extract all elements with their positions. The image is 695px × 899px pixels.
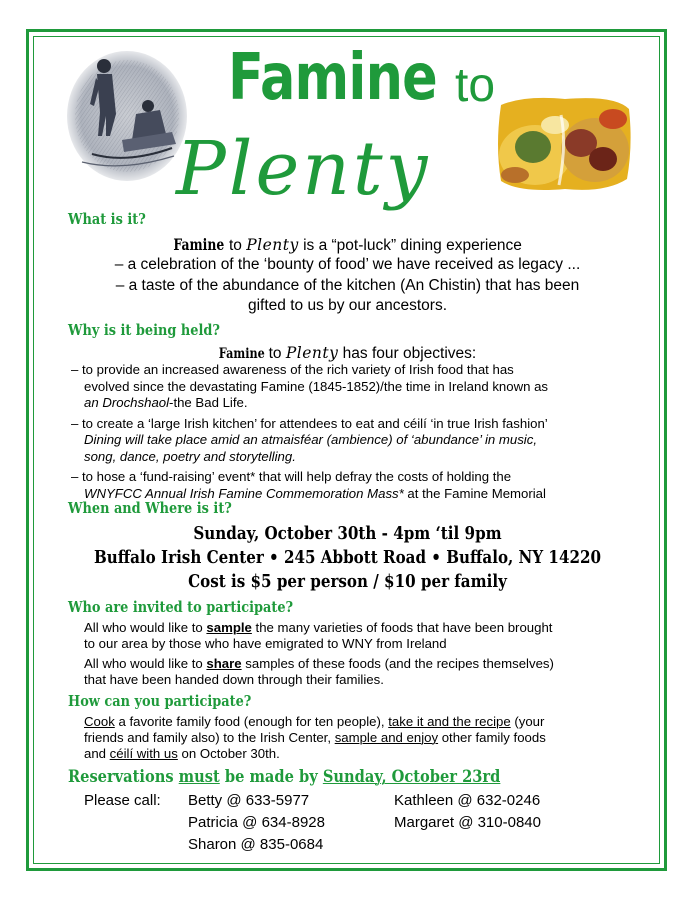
inline-plenty: Plenty xyxy=(285,344,339,362)
ceili-text: céilí with us xyxy=(109,746,178,761)
contact-patricia: Patricia @ 634-8928 xyxy=(188,814,325,831)
cook-link-text: Cook xyxy=(84,714,115,729)
contacts-col-2 xyxy=(394,790,541,834)
who-para-2-line-2: that have been handed down through their families. xyxy=(84,672,384,687)
inline-to: to xyxy=(268,345,282,362)
who-para-1-line-2: to our area by those who have emigrated to WNY from Ireland xyxy=(84,636,447,651)
title-plenty: Plenty xyxy=(176,126,431,212)
how-line-1 xyxy=(84,714,654,730)
who-p1-post: the many varieties of foods that have been brought xyxy=(251,620,553,635)
why-bullet-1-line-3-rest: -the Bad Life. xyxy=(169,395,248,410)
inline-famine: Famine xyxy=(218,346,265,362)
why-bullet-1-line-2: evolved since the devastating Famine (1845-1852)/the time in Ireland known as xyxy=(84,378,549,394)
why-intro-text: has four objectives: xyxy=(342,345,477,362)
please-call-label: Please call: xyxy=(84,792,161,809)
how-body xyxy=(84,714,654,762)
contact-margaret: Margaret @ 310-0840 xyxy=(394,814,541,831)
why-bullet-3-line-2-rest: at the Famine Memorial xyxy=(403,485,546,501)
how-l3-post: on October 30th. xyxy=(177,746,280,761)
who-p2-pre: All who would like to xyxy=(84,656,207,671)
sample-emphasis: sample xyxy=(206,620,252,635)
inline-famine: Famine xyxy=(173,235,225,254)
who-p2-post: samples of these foods (and the recipes themselves) xyxy=(241,656,554,671)
why-bullet-3-line-1: – to hose a ‘fund-raising’ event* that will help defray the costs of holding the xyxy=(71,469,512,484)
event-venue: Buffalo Irish Center • 245 Abbott Road • Buffalo, NY 14220 xyxy=(93,547,602,568)
heading-when: When and Where is it? xyxy=(68,499,232,517)
what-line-4: gifted to us by our ancestors. xyxy=(247,297,448,314)
how-l2-post: other family foods xyxy=(438,730,546,745)
why-bullets xyxy=(71,362,651,502)
who-body xyxy=(84,620,654,688)
drochshaol-term: an Drochshaol xyxy=(84,395,170,410)
what-line-1-text: is a “pot-luck” dining experience xyxy=(303,237,522,254)
how-line-2 xyxy=(84,730,654,746)
heading-who: Who are invited to participate? xyxy=(68,598,294,616)
contact-sharon: Sharon @ 835-0684 xyxy=(188,836,324,853)
reservations-deadline: Sunday, October 23rd xyxy=(322,767,501,787)
what-line-2: – a celebration of the ‘bounty of food’ we have received as legacy ... xyxy=(114,256,581,273)
heading-what: What is it? xyxy=(68,210,146,228)
contacts-col-1 xyxy=(188,790,325,856)
heading-how: How can you participate? xyxy=(68,692,252,710)
how-l1-mid: a favorite family food (enough for ten people), xyxy=(114,714,389,729)
title-famine: Famine xyxy=(228,41,437,115)
reservations-mid: be made by xyxy=(219,767,323,787)
who-p1-pre: All who would like to xyxy=(84,620,207,635)
famine-engraving-image xyxy=(62,44,192,184)
mass-name: WNYFCC Annual Irish Famine Commemoration Mass* xyxy=(84,485,404,501)
why-bullet-2-line-1: – to create a ‘large Irish kitchen’ for attendees to eat and céilí ‘in true Irish fashion’ xyxy=(71,415,548,431)
take-recipe-text: take it and the recipe xyxy=(388,714,511,729)
what-line-3: – a taste of the abundance of the kitchen (An Chistin) that has been xyxy=(115,277,580,294)
reservations-heading xyxy=(68,767,500,787)
why-bullet-1-line-3 xyxy=(71,395,651,412)
why-bullet-2-line-2: Dining will take place amid an atmaisféar (ambience) of ‘abundance’ in music, xyxy=(84,432,537,447)
contact-kathleen: Kathleen @ 632-0246 xyxy=(394,792,541,809)
why-intro xyxy=(40,344,655,364)
how-l1-end: (your xyxy=(510,714,545,729)
share-emphasis: share xyxy=(206,656,242,671)
what-line-1 xyxy=(40,235,655,255)
food-platter-image xyxy=(495,95,633,193)
who-para-1-line-1 xyxy=(84,620,654,636)
why-bullet-2-line-3: song, dance, poetry and storytelling. xyxy=(84,448,296,464)
contact-betty: Betty @ 633-5977 xyxy=(188,792,310,809)
inline-plenty: Plenty xyxy=(246,236,299,254)
who-para-2-line-1 xyxy=(84,656,654,672)
event-cost: Cost is $5 per person / $10 per family xyxy=(188,571,507,592)
heading-why: Why is it being held? xyxy=(68,321,220,339)
reservations-pre: Reservations xyxy=(68,767,179,787)
must-emphasis: must xyxy=(178,767,220,787)
title-to: to xyxy=(455,59,496,112)
how-l3-pre: and xyxy=(84,746,110,761)
how-l2-pre: friends and family also) to the Irish Center, xyxy=(84,730,335,745)
inline-to: to xyxy=(229,237,242,254)
event-date: Sunday, October 30th - 4pm ‘til 9pm xyxy=(193,523,502,544)
sample-enjoy-text: sample and enjoy xyxy=(334,730,439,745)
how-line-3 xyxy=(84,746,654,762)
why-bullet-1-line-1: – to provide an increased awareness of the rich variety of Irish food that has xyxy=(71,362,514,377)
